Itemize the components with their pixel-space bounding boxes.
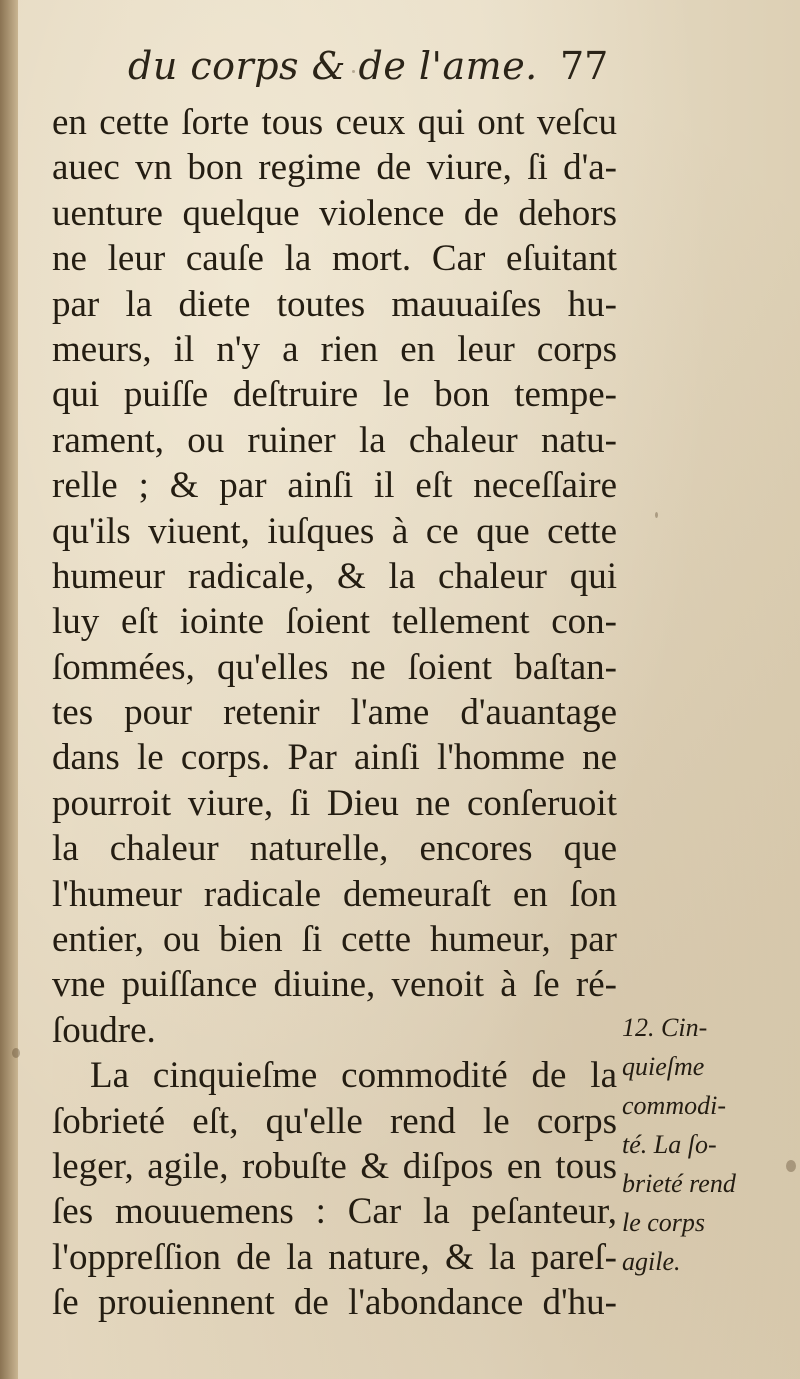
text-line: l'humeur radicale demeuraſt en ſon bbox=[52, 873, 617, 915]
text-line: qu'ils viuent, iuſques à ce que cette bbox=[52, 510, 617, 552]
text-line: rament, ou ruiner la chaleur natu- bbox=[52, 419, 617, 461]
text-line: ſommées, qu'elles ne ſoient baſtan- bbox=[52, 646, 617, 688]
text-line: ne leur cauſe la mort. Car eſuitant bbox=[52, 238, 617, 280]
text-line: uenture quelque violence de dehors bbox=[52, 192, 617, 234]
text-line: ſes mouuemens : Car la peſanteur, bbox=[52, 1191, 617, 1233]
paper-speck bbox=[352, 70, 355, 73]
margin-note bbox=[622, 1008, 772, 1281]
text-line: l'oppreſſion de la nature, & la pareſ- bbox=[52, 1236, 617, 1278]
running-title: du corps & de l'ame. bbox=[128, 44, 538, 88]
text-line: qui puiſſe deſtruire le bon tempe- bbox=[52, 374, 617, 416]
text-line: en cette ſorte tous ceux qui ont veſcu bbox=[52, 102, 617, 143]
text-line: leger, agile, robuſte & diſpos en tous bbox=[52, 1145, 617, 1187]
text-line: luy eſt iointe ſoient tellement con- bbox=[52, 601, 617, 643]
paper-speck bbox=[786, 1160, 796, 1172]
page-gutter-shadow bbox=[0, 0, 18, 1379]
text-line: vne puiſſance diuine, venoit à ſe ré- bbox=[52, 964, 617, 1006]
paper-speck bbox=[655, 512, 658, 518]
text-line: auec vn bon regime de viure, ſi d'a- bbox=[52, 147, 617, 189]
text-line: ſoudre. bbox=[52, 1009, 156, 1051]
margin-note-line: le corps bbox=[622, 1208, 706, 1237]
margin-note-line: 12. Cin- bbox=[622, 1013, 708, 1042]
text-line: ſe prouiennent de l'abondance d'hu- bbox=[52, 1282, 617, 1324]
body-text bbox=[52, 100, 617, 1326]
text-line: dans le corps. Par ainſi l'homme ne bbox=[52, 737, 617, 779]
text-line: tes pour retenir l'ame d'auantage bbox=[52, 692, 617, 734]
text-line: par la diete toutes mauuaiſes hu- bbox=[52, 283, 617, 325]
text-line: entier, ou bien ſi cette humeur, par bbox=[52, 919, 617, 961]
text-line: humeur radicale, & la chaleur qui bbox=[52, 555, 617, 597]
margin-note-line: agile. bbox=[622, 1247, 681, 1276]
page-number: 77 bbox=[560, 44, 609, 88]
text-line: relle ; & par ainſi il eſt neceſſaire bbox=[52, 465, 617, 507]
margin-note-line: commodi- bbox=[622, 1091, 726, 1120]
text-line: La cinquieſme commodité de la bbox=[90, 1055, 617, 1097]
margin-note-line: quieſme bbox=[622, 1052, 705, 1081]
text-line: ſobrieté eſt, qu'elle rend le corps bbox=[52, 1100, 617, 1142]
paper-speck bbox=[12, 1048, 20, 1058]
text-line: pourroit viure, ſi Dieu ne conſeruoit bbox=[52, 782, 617, 824]
margin-note-line: té. La ſo- bbox=[622, 1130, 717, 1159]
text-line: la chaleur naturelle, encores que bbox=[52, 828, 617, 870]
page-header bbox=[0, 40, 800, 100]
text-line: meurs, il n'y a rien en leur corps bbox=[52, 328, 617, 370]
margin-note-line: brieté rend bbox=[622, 1169, 736, 1198]
